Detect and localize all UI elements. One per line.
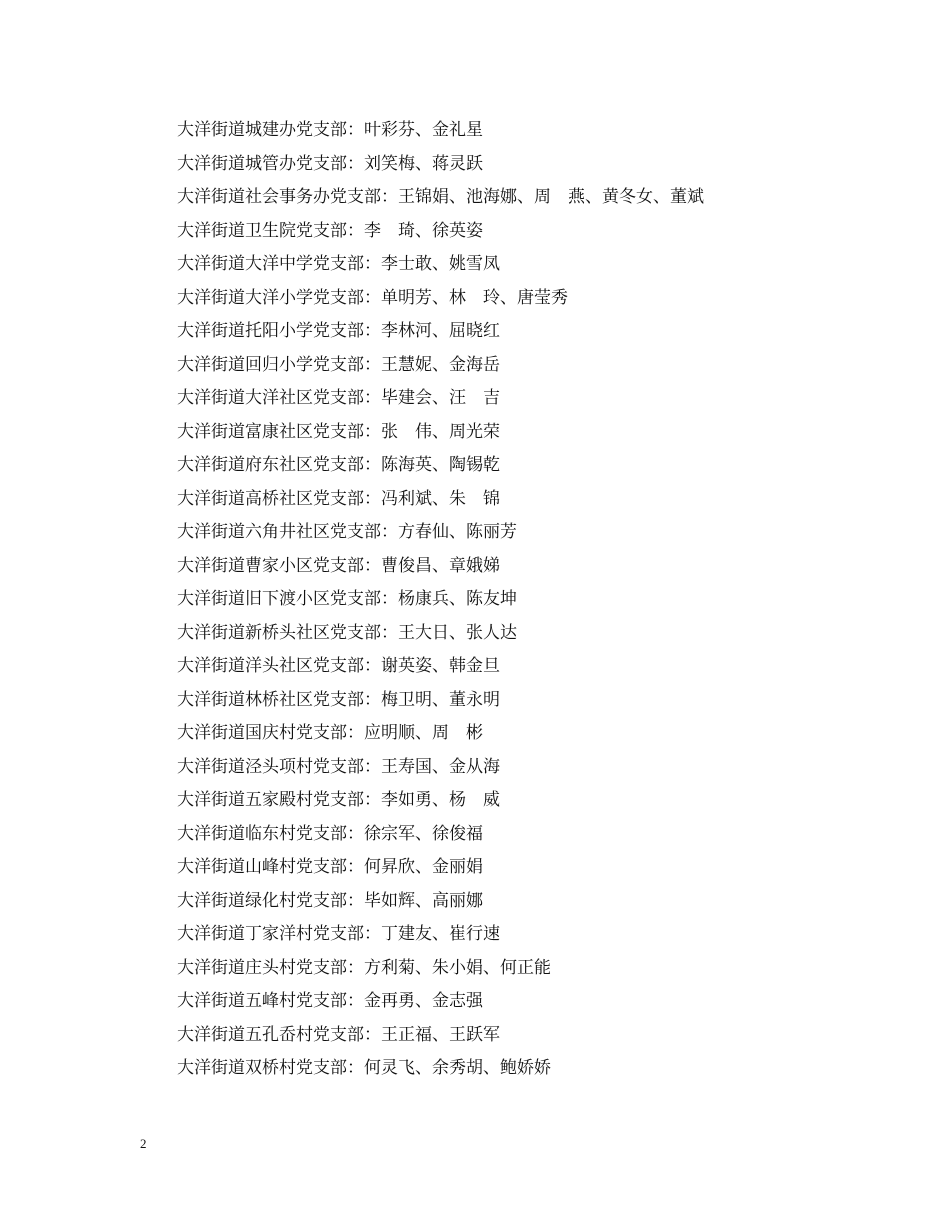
list-item: 大洋街道大洋社区党支部：毕建会、汪 吉 (177, 388, 500, 408)
list-item: 大洋街道山峰村党支部：何昇欣、金丽娟 (177, 857, 483, 877)
list-item: 大洋街道五孔岙村党支部：王正福、王跃军 (177, 1024, 500, 1045)
list-item: 大洋街道托阳小学党支部：李林河、屈晓红 (177, 321, 500, 341)
list-item: 大洋街道回归小学党支部：王慧妮、金海岳 (177, 354, 500, 375)
list-item: 大洋街道高桥社区党支部：冯利斌、朱 锦 (177, 488, 500, 509)
list-item: 大洋街道六角井社区党支部：方春仙、陈丽芳 (177, 522, 517, 542)
list-item: 大洋街道城建办党支部：叶彩芬、金礼星 (177, 120, 483, 140)
list-item: 大洋街道富康社区党支部：张 伟、周光荣 (177, 421, 500, 442)
list-item: 大洋街道国庆村党支部：应明顺、周 彬 (177, 723, 483, 743)
list-item: 大洋街道泾头项村党支部：王寿国、金从海 (177, 756, 500, 777)
page-number: 2 (140, 1136, 147, 1151)
list-item: 大洋街道丁家洋村党支部：丁建友、崔行速 (177, 924, 500, 944)
list-item: 大洋街道临东村党支部：徐宗军、徐俊福 (177, 823, 483, 844)
party-branch-list (177, 116, 877, 1088)
list-item: 大洋街道庄头村党支部：方利菊、朱小娟、何正能 (177, 957, 551, 978)
list-item: 大洋街道新桥头社区党支部：王大日、张人达 (177, 622, 517, 643)
list-item: 大洋街道双桥村党支部：何灵飞、余秀胡、鲍娇娇 (177, 1058, 551, 1078)
list-item: 大洋街道林桥社区党支部：梅卫明、董永明 (177, 689, 500, 710)
list-item: 大洋街道旧下渡小区党支部：杨康兵、陈友坤 (177, 589, 517, 609)
list-item: 大洋街道城管办党支部：刘笑梅、蒋灵跃 (177, 153, 483, 174)
list-item: 大洋街道五峰村党支部：金再勇、金志强 (177, 991, 483, 1011)
list-item: 大洋街道洋头社区党支部：谢英姿、韩金旦 (177, 656, 500, 676)
list-item: 大洋街道府东社区党支部：陈海英、陶锡乾 (177, 455, 500, 475)
list-item: 大洋街道五家殿村党支部：李如勇、杨 威 (177, 790, 500, 810)
list-item: 大洋街道曹家小区党支部：曹俊昌、章娥娣 (177, 555, 500, 576)
list-item: 大洋街道大洋中学党支部：李士敢、姚雪凤 (177, 254, 500, 274)
list-item: 大洋街道社会事务办党支部：王锦娟、池海娜、周 燕、黄冬女、董斌 (177, 187, 704, 207)
list-item: 大洋街道绿化村党支部：毕如辉、高丽娜 (177, 890, 483, 911)
list-item: 大洋街道大洋小学党支部：单明芳、林 玲、唐莹秀 (177, 287, 568, 308)
list-item: 大洋街道卫生院党支部：李 琦、徐英姿 (177, 220, 483, 241)
